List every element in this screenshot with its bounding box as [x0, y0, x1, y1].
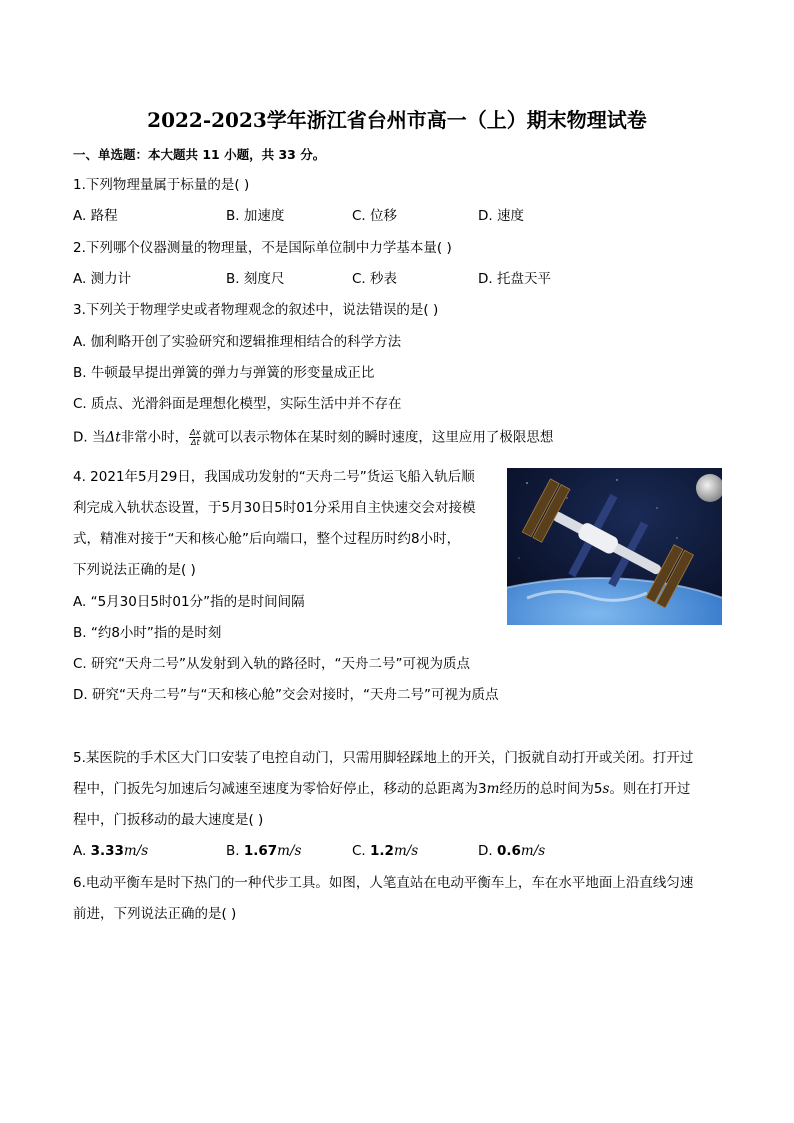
q3-option-a: A. 伽利略开创了实验研究和逻辑推理相结合的科学方法 [73, 334, 402, 350]
q1-option-d: D. 速度 [478, 208, 524, 224]
q4-option-b: B. “约8小时”指的是时刻 [73, 625, 222, 641]
q4-option-a: A. “5月30日5时01分”指的是时间间隔 [73, 594, 305, 610]
q5-l2-end: 。则在打开过 [609, 781, 691, 797]
question-4-stem-line-2: 利完成入轨状态设置，于5月30日5时01分采用自主快速交会对接模 [73, 500, 476, 516]
question-4-stem-line-1: 4. 2021年5月29日，我国成功发射的“天舟二号”货运飞船入轨后顺 [73, 469, 475, 485]
question-6-line-1: 6.电动平衡车是时下热门的一种代步工具。如图，人笔直站在电动平衡车上，车在水平地面上沿直线匀速 [73, 875, 694, 891]
q5-option-a [73, 842, 148, 860]
q4-option-c: C. 研究“天舟二号”从发射到入轨的路径时，“天舟二号”可视为质点 [73, 656, 470, 672]
option-label: C. [352, 843, 371, 859]
q3-option-d [73, 428, 553, 447]
q3-option-b: B. 牛顿最早提出弹簧的弹力与弹簧的形变量成正比 [73, 365, 375, 381]
option-value: 1.67 [243, 843, 278, 859]
section-heading: 一、单选题：本大题共 11 小题，共 33 分。 [73, 147, 326, 162]
q3-d-prefix: D. 当 [73, 429, 106, 446]
option-unit: m/s [123, 843, 149, 859]
option-unit: m/s [393, 843, 419, 859]
q5-l2-mid: 经历的总时间为5 [499, 781, 603, 797]
q5-l2-text: 程中，门扳先匀加速后匀减速至速度为零恰好停止，移动的总距离为3 [73, 781, 487, 797]
question-3-stem: 3.下列关于物理学史或者物理观念的叙述中，说法错误的是( ) [73, 302, 439, 318]
question-5-line-3: 程中，门扳移动的最大速度是( ) [73, 812, 264, 828]
option-value: 1.2 [370, 843, 394, 859]
q3-d-variable: Δt [105, 429, 121, 446]
question-5-line-1: 5.某医院的手术区大门口安装了电控自动门，只需用脚轻踩地上的开关，门扳就自动打开或关闭。打开过 [73, 750, 694, 766]
q1-option-c: C. 位移 [352, 208, 398, 224]
question-4-stem-line-4: 下列说法正确的是( ) [73, 562, 196, 578]
q3-d-fraction [189, 428, 201, 447]
q2-option-c: C. 秒表 [352, 271, 398, 287]
q3-option-c: C. 质点、光滑斜面是理想化模型，实际生活中并不存在 [73, 396, 402, 412]
question-6-line-2: 前进，下列说法正确的是( ) [73, 906, 237, 922]
q3-d-mid: 非常小时， [120, 429, 189, 446]
space-station-illustration [507, 468, 722, 625]
option-value: 0.6 [496, 843, 521, 859]
question-4-stem-line-3: 式，精准对接于“天和核心舱”后向端口，整个过程历时约8小时， [73, 531, 461, 547]
option-unit: m/s [520, 843, 546, 859]
question-5-line-2 [73, 780, 690, 798]
q2-option-b: B. 刻度尺 [226, 271, 285, 287]
space-station-photo [507, 468, 722, 625]
fraction-numerator: Δx [190, 428, 201, 437]
option-label: A. [73, 843, 91, 859]
q1-option-b: B. 加速度 [226, 208, 285, 224]
q3-d-suffix: 就可以表示物体在某时刻的瞬时速度，这里应用了极限思想 [202, 429, 554, 446]
option-value: 3.33 [90, 843, 124, 859]
q5-unit-m: m [486, 781, 500, 797]
q5-option-c [352, 842, 418, 860]
q5-option-d [478, 842, 545, 860]
q5-option-b [226, 842, 301, 860]
q2-option-a: A. 测力计 [73, 271, 132, 287]
q4-option-d: D. 研究“天舟二号”与“天和核心舱”交会对接时，“天舟二号”可视为质点 [73, 687, 499, 703]
option-unit: m/s [277, 843, 302, 859]
option-label: D. [478, 843, 497, 859]
option-label: B. [226, 843, 244, 859]
q2-option-d: D. 托盘天平 [478, 271, 551, 287]
q5-unit-s: s [602, 781, 610, 797]
q1-option-a: A. 路程 [73, 208, 118, 224]
fraction-denominator: Δt [190, 438, 200, 447]
question-1-stem: 1.下列物理量属于标量的是( ) [73, 177, 250, 193]
question-2-stem: 2.下列哪个仪器测量的物理量，不是国际单位制中力学基本量( ) [73, 240, 452, 256]
page-title: 2022-2023学年浙江省台州市高一（上）期末物理试卷 [147, 108, 647, 132]
